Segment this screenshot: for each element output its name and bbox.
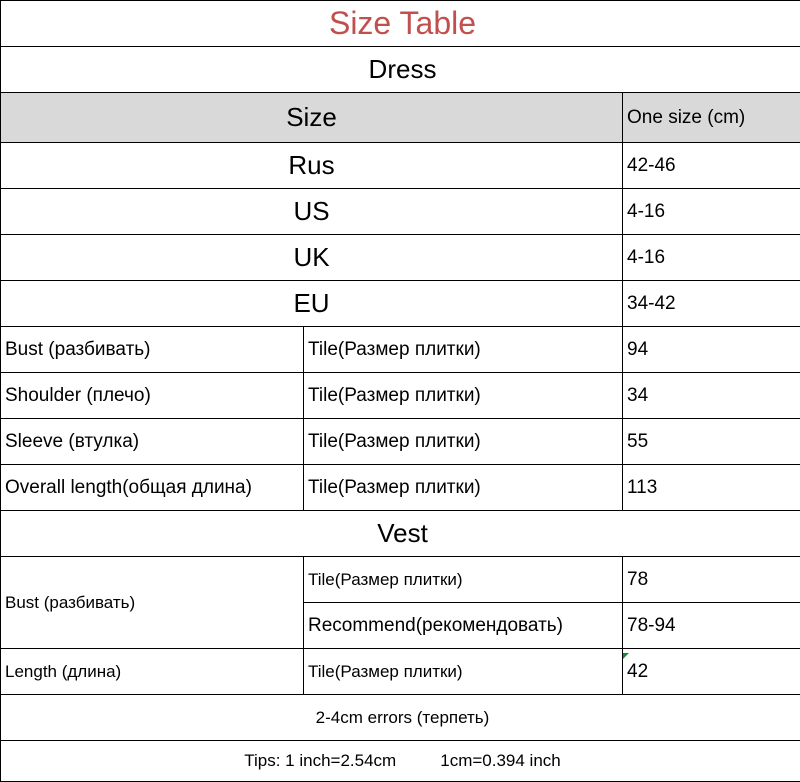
vest-bust-tile-row [1,557,800,603]
dress-section-title: Dress [1,47,800,93]
measurement-row [1,327,800,373]
tips-cell [1,741,800,782]
region-value: 4-16 [623,189,800,235]
region-value: 34-42 [623,281,800,327]
region-row [1,143,800,189]
vest-length-label: Length (длина) [1,649,304,695]
vest-length-row [1,649,800,695]
measurement-value: 55 [623,419,800,465]
measurement-type: Tile(Размер плитки) [304,373,623,419]
measurement-value: 34 [623,373,800,419]
region-name: Rus [1,143,623,189]
measurement-label: Bust (разбивать) [1,327,304,373]
title-row [1,1,800,47]
tips-row [1,741,800,782]
tips-cm-conversion: 1cm=0.394 inch [440,751,561,770]
tolerance-note: 2-4cm errors (терпеть) [1,695,800,741]
measurement-label: Shoulder (плечо) [1,373,304,419]
vest-length-tile-label: Tile(Размер плитки) [304,649,623,695]
tolerance-note-row [1,695,800,741]
size-header-row [1,93,800,143]
dress-section-row [1,47,800,93]
page-title: Size Table [1,1,800,47]
vest-bust-tile-label: Tile(Размер плитки) [304,557,623,603]
vest-section-row [1,511,800,557]
size-column-header: Size [1,93,623,143]
measurement-label: Overall length(общая длина) [1,465,304,511]
region-name: US [1,189,623,235]
one-size-column-header: One size (cm) [623,93,800,143]
measurement-row [1,373,800,419]
measurement-label: Sleeve (втулка) [1,419,304,465]
region-row [1,189,800,235]
vest-bust-recommend-value: 78-94 [623,603,800,649]
vest-length-tile-value: 42 [623,649,800,695]
vest-bust-label: Bust (разбивать) [1,557,304,649]
region-row [1,235,800,281]
measurement-type: Tile(Размер плитки) [304,419,623,465]
region-name: UK [1,235,623,281]
vest-bust-tile-value: 78 [623,557,800,603]
region-row [1,281,800,327]
region-value: 4-16 [623,235,800,281]
tips-inch-conversion: Tips: 1 inch=2.54cm [244,751,397,770]
region-value: 42-46 [623,143,800,189]
measurement-type: Tile(Размер плитки) [304,465,623,511]
measurement-row [1,465,800,511]
measurement-value: 113 [623,465,800,511]
measurement-row [1,419,800,465]
vest-bust-recommend-label: Recommend(рекомендовать) [304,603,623,649]
measurement-type: Tile(Размер плитки) [304,327,623,373]
measurement-value: 94 [623,327,800,373]
vest-section-title: Vest [1,511,800,557]
region-name: EU [1,281,623,327]
cell-comment-marker [623,653,629,659]
